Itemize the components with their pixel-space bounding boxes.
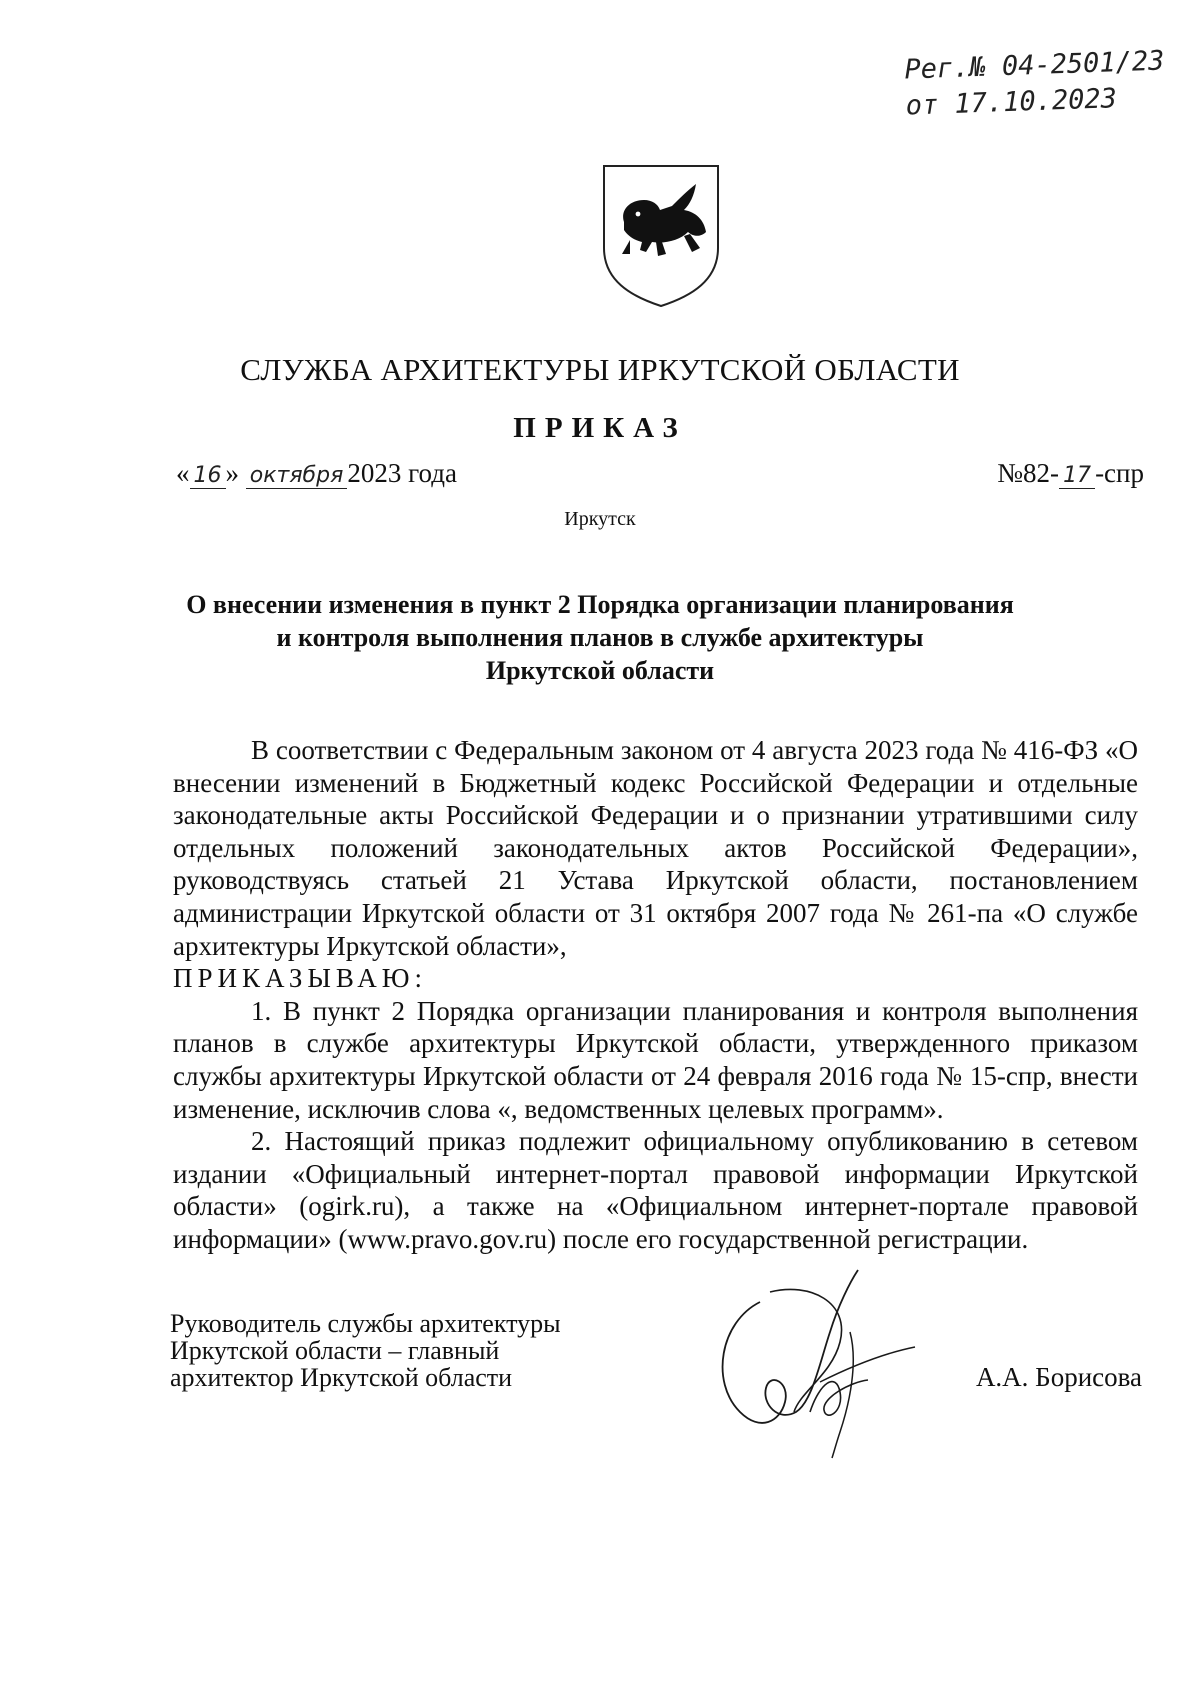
irkutsk-coat-of-arms-icon xyxy=(600,162,722,310)
document-number xyxy=(997,458,1144,489)
registration-note xyxy=(904,43,1166,124)
signatory-title-line-2: Иркутской области – главный xyxy=(170,1336,500,1365)
title-line-2: и контроля выполнения планов в службе архитектуры xyxy=(276,623,924,652)
agency-name: СЛУЖБА АРХИТЕКТУРЫ ИРКУТСКОЙ ОБЛАСТИ xyxy=(240,352,960,387)
registration-date: от 17.10.2023 xyxy=(905,83,1118,122)
city: Иркутск xyxy=(564,508,636,530)
document-body xyxy=(173,734,1138,1256)
preamble-paragraph: В соответствии с Федеральным законом от 4 августа 2023 года № 416-ФЗ «О внесении изменений в Бюджетный кодекс Российской Федерации и отдельные законодательные акты Российской Федерации и о признании утратившими силу отдельных положений законодательных актов Российской Федерации», руководствуясь статьей 21 Устава Иркутской области, постановлением администрации Иркутской области от 31 октября 2007 года № 261-па «О службе архитектуры Иркутской области», xyxy=(173,735,1138,961)
handwritten-signature xyxy=(700,1262,925,1462)
date-close-quote: » xyxy=(225,458,239,488)
document-title xyxy=(150,588,1050,687)
date-day-handwritten: 16 xyxy=(190,464,226,489)
title-line-3: Иркутской области xyxy=(485,656,715,685)
number-prefix: №82- xyxy=(997,458,1060,488)
signatory-title-line-1: Руководитель службы архитектуры xyxy=(170,1309,561,1338)
number-suffix: -спр xyxy=(1095,458,1144,488)
title-line-1: О внесении изменения в пункт 2 Порядка организации планирования xyxy=(186,590,1014,619)
registration-number: Рег.№ 04-2501/23 xyxy=(903,45,1165,86)
signatory-title-line-3: архитектор Иркутской области xyxy=(170,1363,513,1392)
order-item-2: 2. Настоящий приказ подлежит официальному опубликованию в сетевом издании «Официальный интернет-портал правовой информации Иркутской области» (ogirk.ru), а также на «Официальном интернет-портале правовой информации» (www.pravo.gov.ru) после его государственной регистрации. xyxy=(173,1126,1138,1254)
date-open-quote: « xyxy=(176,458,190,488)
document-date xyxy=(176,458,457,489)
order-item-1: 1. В пункт 2 Порядка организации планирования и контроля выполнения планов в службе архитектуры Иркутской области, утвержденного приказом службы архитектуры Иркутской области от 24 февраля 2016 года № 15-спр, внести изменение, исключив слова «, ведомственных целевых программ». xyxy=(173,995,1138,1124)
document-type: ПРИКАЗ xyxy=(513,412,687,444)
date-year: 2023 года xyxy=(347,458,457,488)
order-word: ПРИКАЗЫВАЮ: xyxy=(173,963,427,994)
number-handwritten: 17 xyxy=(1059,464,1095,489)
date-month-handwritten: октября xyxy=(246,464,348,489)
signatory-name: А.А. Борисова xyxy=(975,1362,1142,1392)
signatory-title xyxy=(170,1310,561,1391)
